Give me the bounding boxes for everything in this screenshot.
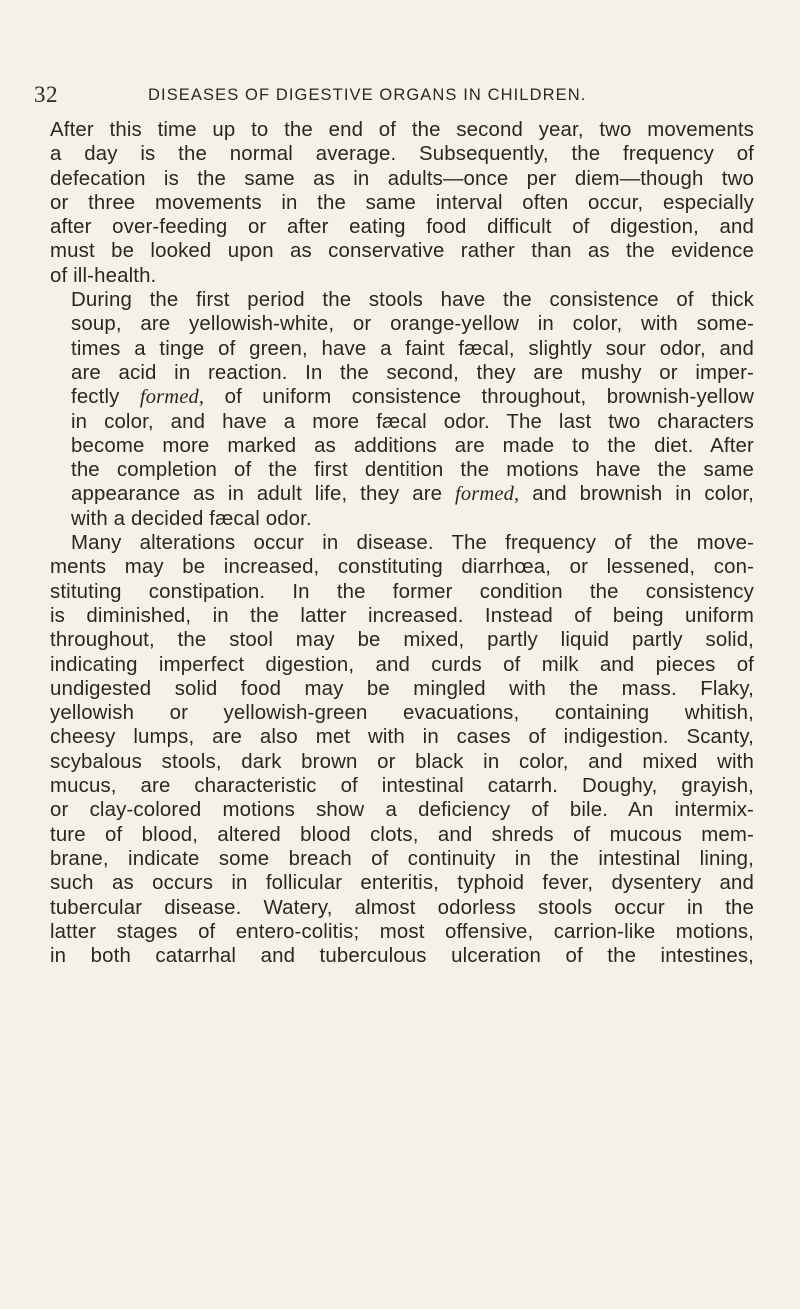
text-line: after over-feeding or after eating food difficult of digestion, and (50, 216, 754, 239)
text-line: are acid in reaction. In the second, they are mushy or imper- (71, 361, 754, 384)
running-head (34, 80, 754, 110)
text-line: After this time up to the end of the second year, two movements (50, 119, 754, 141)
emphasized-term: formed, (139, 386, 205, 409)
text-line: ments may be increased, constituting diarrhœa, or lessened, con- (50, 556, 754, 579)
text-line: brane, indicate some breach of continuity in the intestinal lining, (50, 847, 754, 870)
line-segment: appearance as in adult life, they are (71, 483, 456, 506)
text-line: must be looked upon as conservative rather than as the evidence (50, 240, 754, 263)
text-line: or three movements in the same interval often occur, especially (50, 191, 754, 214)
text-line-with-emphasis (50, 385, 754, 409)
emphasized-term: formed, (455, 483, 520, 506)
text-line: become more marked as additions are made to the diet. After (71, 434, 754, 457)
page-number: 32 (34, 82, 58, 107)
text-line: scybalous stools, dark brown or black in color, and mixed with (50, 750, 754, 773)
text-line: in color, and have a more fæcal odor. The last two characters (71, 410, 754, 433)
text-line: in both catarrhal and tuberculous ulceration of the intestines, (50, 945, 754, 968)
text-line: latter stages of entero-colitis; most offensive, carrion-like motions, (50, 920, 754, 943)
text-line: indicating imperfect digestion, and curds of milk and pieces of (50, 653, 754, 676)
text-line: throughout, the stool may be mixed, partly liquid partly solid, (50, 629, 754, 652)
text-line: cheesy lumps, are also met with in cases of indigestion. Scanty, (50, 726, 754, 749)
text-line: or clay-colored motions show a deficiency of bile. An intermix- (50, 799, 754, 822)
line-segment: and brownish in color, (519, 483, 754, 506)
text-line-with-emphasis (50, 482, 754, 506)
text-line: Many alterations occur in disease. The frequency of the move- (71, 532, 754, 555)
text-line: soup, are yellowish-white, or orange-yellow in color, with some- (71, 313, 754, 336)
paragraph-1 (50, 118, 754, 288)
text-line: undigested solid food may be mingled with the mass. Flaky, (50, 677, 754, 700)
text-line: times a tinge of green, have a faint fæcal, slightly sour odor, and (71, 337, 754, 360)
text-line: the completion of the first dentition the motions have the same (71, 459, 754, 482)
running-title: DISEASES OF DIGESTIVE ORGANS IN CHILDREN. (148, 86, 587, 104)
line-segment: of uniform consistence throughout, brownish-yellow (204, 386, 755, 409)
text-line: a day is the normal average. Subsequently, the frequency of (50, 143, 754, 166)
text-line: with a decided fæcal odor. (71, 507, 312, 530)
text-line: of ill-health. (50, 264, 157, 287)
text-line: During the first period the stools have the consistence of thick (71, 289, 754, 312)
line-segment: fectly (71, 386, 140, 409)
paragraph-3 (50, 531, 754, 968)
text-line: ture of blood, altered blood clots, and shreds of mucous mem- (50, 823, 754, 846)
text-line: such as occurs in follicular enteritis, typhoid fever, dysentery and (50, 872, 754, 895)
paragraph-2 (50, 288, 754, 531)
text-line: stituting constipation. In the former condition the consistency (50, 580, 754, 603)
text-line: yellowish or yellowish-green evacuations, containing whitish, (50, 702, 754, 725)
body-text (50, 118, 754, 968)
text-line: mucus, are characteristic of intestinal catarrh. Doughy, grayish, (50, 775, 754, 798)
text-line: tubercular disease. Watery, almost odorless stools occur in the (50, 896, 754, 919)
text-line: is diminished, in the latter increased. Instead of being uniform (50, 604, 754, 627)
text-line: defecation is the same as in adults—once per diem—though two (50, 167, 754, 190)
